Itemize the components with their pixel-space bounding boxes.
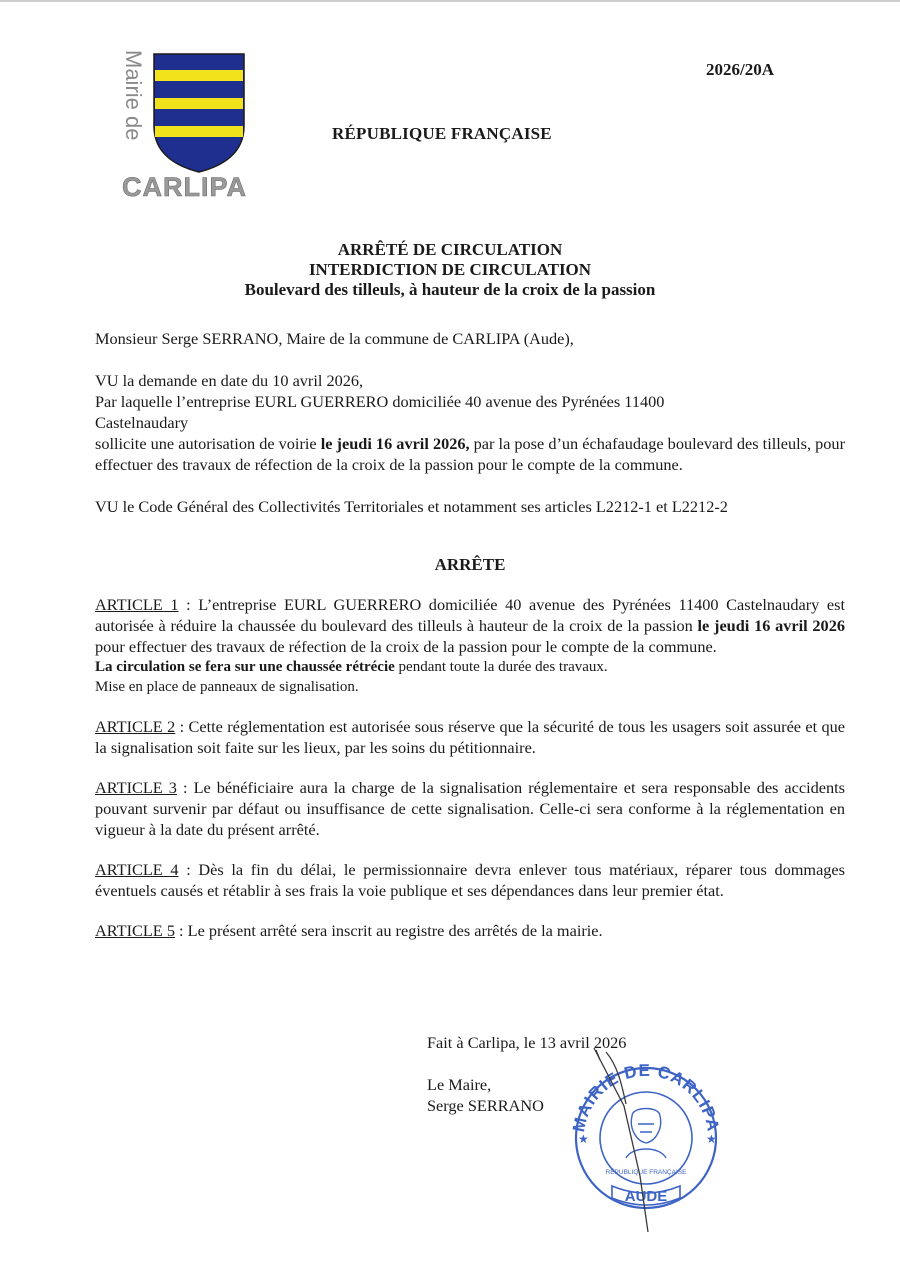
article-5-label: ARTICLE 5 xyxy=(95,921,175,940)
article-1-label: ARTICLE 1 xyxy=(95,595,179,614)
article-4 xyxy=(95,859,845,901)
document-body xyxy=(95,328,845,941)
vu-code-paragraph: VU le Code Général des Collectivités Territoriales et notamment ses articles L2212-1 et L2212-2 xyxy=(95,497,728,516)
article-1-note-bold: La circulation se fera sur une chaussée rétrécie xyxy=(95,659,395,675)
article-2-label: ARTICLE 2 xyxy=(95,717,176,736)
article-3-text: : Le bénéficiaire aura la charge de la signalisation réglementaire et sera responsable des accidents pouvant survenir par défaut ou insuffisance de cette signalisation. Celle-ci sera conforme à la réglementation en vigueur à la date du présent arrêté. xyxy=(95,778,846,839)
title-line-2: INTERDICTION DE CIRCULATION xyxy=(308,260,592,279)
vu-request-paragraph xyxy=(95,433,845,475)
signatory-name: Serge SERRANO xyxy=(427,1096,544,1115)
stamp-graphic xyxy=(566,1046,726,1236)
article-1-text: : L’entreprise EURL GUERRERO domiciliée 40 avenue des Pyrénées 11400 Castelnaudary est autorisée à réduire la chaussée du boulevard des tilleuls à hauteur de la croix de la passion xyxy=(95,595,845,635)
vu-request-line-1: VU la demande en date du 10 avril 2026, xyxy=(95,371,364,390)
official-stamp xyxy=(566,1046,726,1236)
logo-text-carlipa: CARLIPA xyxy=(122,172,247,202)
svg-text:MAIRIE DE CARLIPA xyxy=(569,1061,723,1134)
article-5 xyxy=(95,920,845,941)
commune-logo xyxy=(118,48,268,208)
signatory-role: Le Maire, xyxy=(427,1075,492,1094)
article-1-note xyxy=(95,657,845,677)
stamp-department: AUDE xyxy=(624,1188,668,1205)
stamp-star-icon: ★ xyxy=(706,1132,717,1146)
page-top-border xyxy=(0,0,900,2)
article-2 xyxy=(95,716,845,758)
intro-paragraph: Monsieur Serge SERRANO, Maire de la commune de CARLIPA (Aude), xyxy=(95,329,574,348)
arrete-heading: ARRÊTE xyxy=(434,555,506,574)
document-reference: 2026/20A xyxy=(706,60,774,79)
request-text-end: par la pose d’un échafaudage boulevard des tilleuls, pour effectuer des travaux de réfection de la croix de la passion pour le compte de la commune. xyxy=(95,434,845,474)
document-title xyxy=(0,240,900,300)
place-date: Fait à Carlipa, le 13 avril 2026 xyxy=(427,1033,627,1052)
shield-stripe xyxy=(155,126,243,137)
article-1 xyxy=(95,594,845,657)
title-line-1: ARRÊTÉ DE CIRCULATION xyxy=(337,240,563,259)
stamp-inner-text: RÉPUBLIQUE FRANÇAISE xyxy=(605,1169,687,1176)
article-3 xyxy=(95,777,845,840)
article-1-note-2: Mise en place de panneaux de signalisation. xyxy=(95,679,359,695)
article-5-text: : Le présent arrêté sera inscrit au registre des arrêtés de la mairie. xyxy=(174,921,603,940)
article-4-label: ARTICLE 4 xyxy=(95,860,179,879)
article-2-text: : Cette réglementation est autorisée sous réserve que la sécurité de tous les usagers soit assurée et que la signalisation soit faite sur les lieux, par les soins du pétitionnaire. xyxy=(95,717,845,757)
stamp-star-icon: ★ xyxy=(578,1132,589,1146)
article-3-label: ARTICLE 3 xyxy=(95,778,177,797)
vu-request-line-2: Par laquelle l’entreprise EURL GUERRERO domiciliée 40 avenue des Pyrénées 11400 xyxy=(95,392,665,411)
request-text: sollicite une autorisation de voirie xyxy=(95,434,321,453)
republic-heading: RÉPUBLIQUE FRANÇAISE xyxy=(332,124,552,143)
article-1-date: le jeudi 16 avril 2026 xyxy=(697,616,845,635)
article-1-text-end: pour effectuer des travaux de réfection de la croix de la passion pour le compte de la commune. xyxy=(95,637,717,656)
request-date: le jeudi 16 avril 2026, xyxy=(320,434,470,453)
shield-stripe xyxy=(155,70,243,81)
vu-request-line-3: Castelnaudary xyxy=(95,413,189,432)
stamp-ring-text: MAIRIE DE CARLIPA xyxy=(569,1060,723,1134)
shield-stripe xyxy=(155,98,243,109)
logo-graphic xyxy=(118,48,268,208)
article-4-text: : Dès la fin du délai, le permissionnaire devra enlever tous matériaux, réparer tous dommages éventuels causés et rétablir à ses frais la voie publique et ses dépendances dans leur premier état. xyxy=(95,860,845,900)
article-1-note-rest: pendant toute la durée des travaux. xyxy=(394,659,608,675)
logo-text-mairie-de: Mairie de xyxy=(121,50,146,141)
marianne-icon xyxy=(626,1109,666,1159)
title-line-3: Boulevard des tilleuls, à hauteur de la croix de la passion xyxy=(244,280,656,299)
